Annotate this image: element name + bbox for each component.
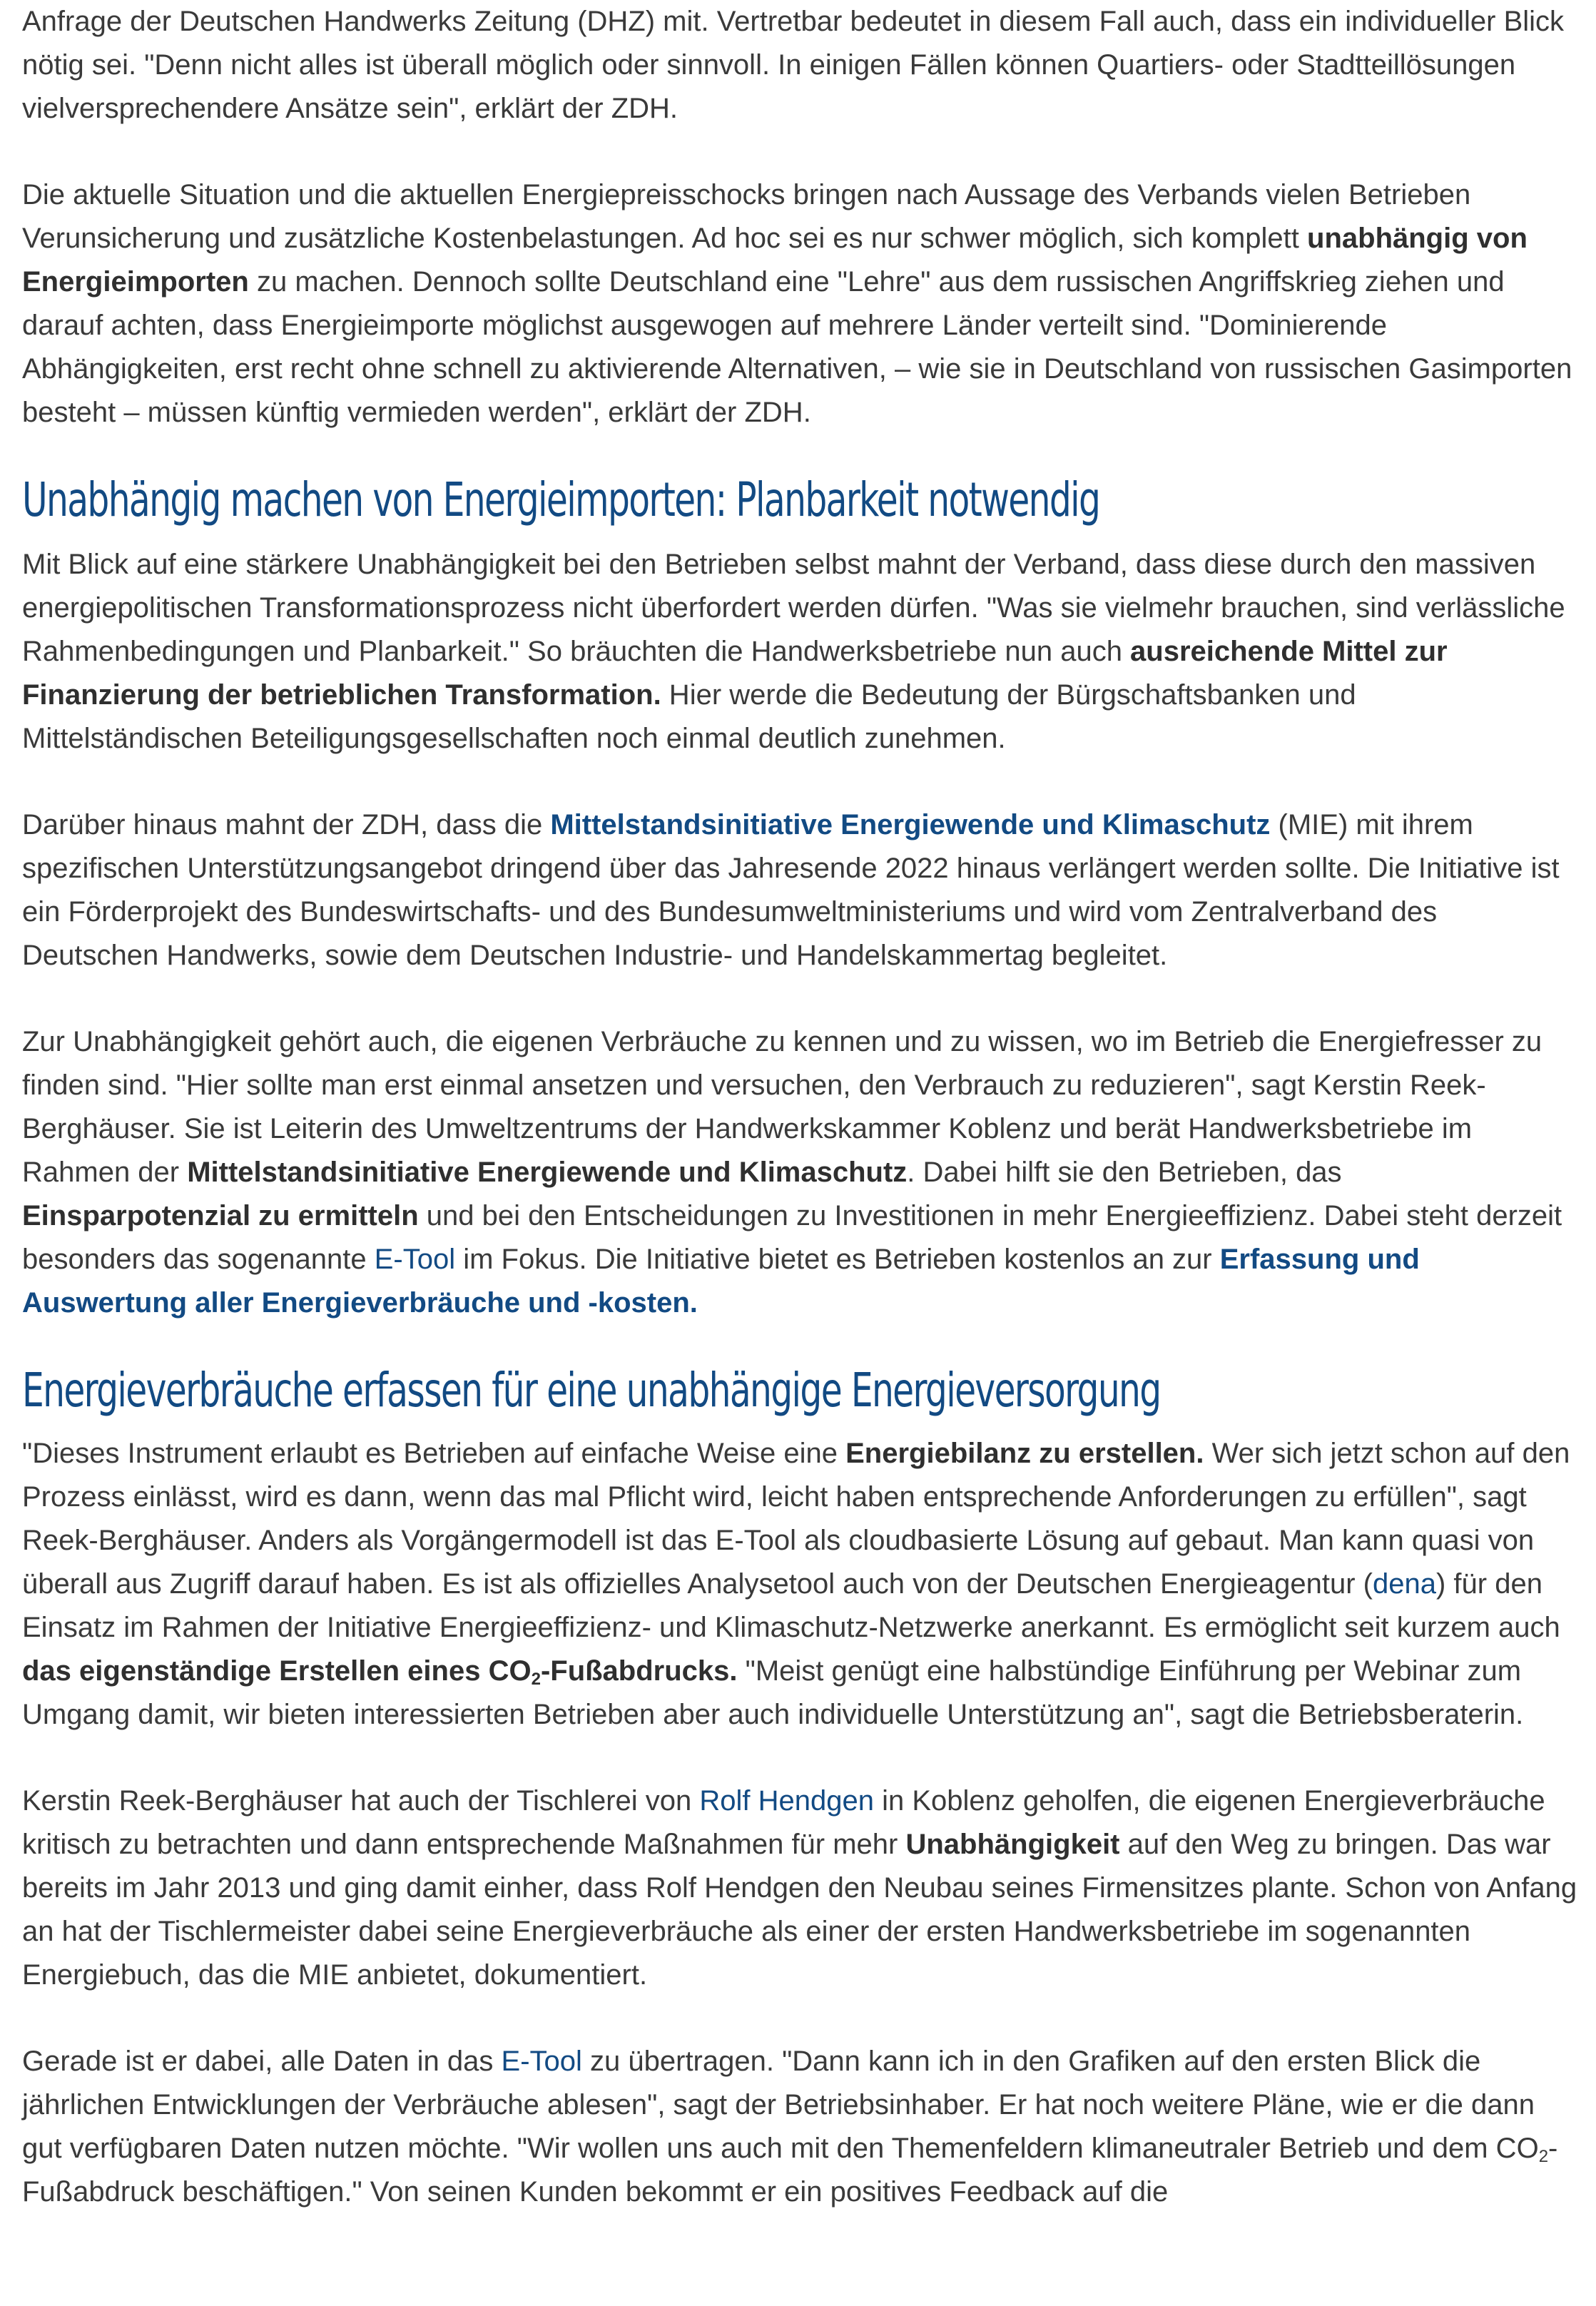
section-heading: Unabhängig machen von Energieimporten: Planbarkeit notwendig	[22, 472, 1100, 527]
paragraph-text: Wer sich jetzt schon auf den Prozess einlässt, wird es dann, wenn das mal Pflicht wird, leicht haben entsprechende Anforderungen zu erfüllen", sagt Reek-Berghäuser. Anders als Vorgängermodell ist das E-Tool als cloudbasierte Lösung auf gebaut. Man kann quasi von überall aus Zugriff darauf haben. Es ist als offizielles Analysetool auch von der Deutschen Energieagentur (	[22, 1438, 1570, 1600]
paragraph-text: Die aktuelle Situation und die aktuellen Energiepreisschocks bringen nach Aussage des Verbands vielen Betrieben Verunsicherung und zusätzliche Kostenbelastungen. Ad hoc sei es nur schwer möglich, sich komplett	[22, 179, 1471, 254]
co2-label: das eigenständige Erstellen eines CO	[22, 1655, 532, 1687]
paragraph-text: "Dieses Instrument erlaubt es Betrieben auf einfache Weise eine	[22, 1438, 846, 1469]
mie-link[interactable]	[550, 809, 1270, 840]
paragraph-text: "Meist genügt eine halbstündige Einführung per Webinar zum Umgang damit, wir bieten interessierten Betrieben aber auch individuelle Unterstützung an", sagt die Betriebsberaterin.	[22, 1655, 1524, 1730]
paragraph-text: im Fokus. Die Initiative bietet es Betrieben kostenlos an zur	[455, 1244, 1220, 1275]
paragraph	[22, 173, 1577, 435]
paragraph	[22, 543, 1577, 761]
e-tool-link[interactable]: E-Tool	[374, 1244, 456, 1275]
paragraph-text: (MIE) mit ihrem spezifischen Unterstützungsangebot dringend über das Jahresende 2022 hinaus verlängert werden sollte. Die Initiative ist ein Förderprojekt des Bundeswirtschafts- und des Bundesumweltministeriums und wird vom Zentralverband des Deutschen Handwerks, sowie dem Deutschen Industrie- und Handelskammertag begleitet.	[22, 809, 1560, 971]
paragraph-text: Zur Unabhängigkeit gehört auch, die eigenen Verbräuche zu kennen und zu wissen, wo im Betrieb die Energiefresser zu finden sind. "Hier sollte man erst einmal ansetzen und versuchen, den Verbrauch zu reduzieren", sagt Kerstin Reek-Berghäuser. Sie ist Leiterin des Umweltzentrums der Handwerkskammer Koblenz und berät Handwerksbetriebe im Rahmen der	[22, 1026, 1542, 1188]
paragraph	[22, 803, 1577, 977]
bold-text: Mittelstandsinitiative Energiewende und Klimaschutz	[187, 1157, 908, 1188]
paragraph-text: und bei den Entscheidungen zu Investitionen in mehr Energieeffizienz. Dabei steht derzeit besonders das sogenannte	[22, 1200, 1562, 1275]
paragraph-text: . Dabei hilft sie den Betrieben, das	[907, 1157, 1342, 1188]
paragraph-text: auf den Weg zu bringen. Das war bereits im Jahr 2013 und ging damit einher, dass Rolf Hendgen den Neubau seines Firmensitzes plante. Schon von Anfang an hat der Tischlermeister dabei seine Energieverbräuche als einer der ersten Handwerksbetriebe im sogenannten Energiebuch, das die MIE anbietet, dokumentiert.	[22, 1829, 1577, 1991]
subscript: 2	[531, 1670, 541, 1689]
paragraph-text: Anfrage der Deutschen Handwerks Zeitung (DHZ) mit. Vertretbar bedeutet in diesem Fall auch, dass ein individueller Blick nötig sei. "Denn nicht alles ist überall möglich oder sinnvoll. In einigen Fällen können Quartiers- oder Stadtteillösungen vielversprechendere Ansätze sein", erklärt der ZDH.	[22, 6, 1565, 124]
dena-link[interactable]: dena	[1373, 1568, 1436, 1600]
paragraph-text: Darüber hinaus mahnt der ZDH, dass die	[22, 809, 551, 840]
paragraph-text: Mit Blick auf eine stärkere Unabhängigkeit bei den Betrieben selbst mahnt der Verband, dass diese durch den massiven energiepolitischen Transformationsprozess nicht überfordert werden dürfen. "Was sie vielmehr brauchen, sind verlässliche Rahmenbedingungen und Planbarkeit." So bräuchten die Handwerksbetriebe nun auch	[22, 549, 1565, 667]
bold-text: Einsparpotenzial zu ermitteln	[22, 1200, 419, 1231]
e-tool-link[interactable]: E-Tool	[501, 2046, 582, 2077]
paragraph-text: zu übertragen. "Dann kann ich in den Grafiken auf den ersten Blick die jährlichen Entwicklungen der Verbräuche ablesen", sagt der Betriebsinhaber. Er hat noch weitere Pläne, wie er die dann gut verfügbaren Daten nutzen möchte. "Wir wollen uns auch mit den Themenfeldern klimaneutraler Betrieb und dem CO	[22, 2046, 1539, 2164]
paragraph-text: ) für den Einsatz im Rahmen der Initiative Energieeffizienz- und Klimaschutz-Netzwerke anerkannt. Es ermöglicht seit kurzem auch	[22, 1568, 1560, 1643]
link-label: Mittelstandsinitiative Energiewende und Klimaschutz	[550, 809, 1271, 840]
paragraph	[22, 1432, 1577, 1737]
paragraph	[22, 2040, 1577, 2214]
footprint-label: -Fußabdrucks.	[540, 1655, 738, 1687]
link-label: Erfassung und Auswertung aller Energieverbräuche und -kosten.	[22, 1244, 1420, 1319]
article-body	[22, 0, 1577, 2214]
paragraph-text: zu machen. Dennoch sollte Deutschland eine "Lehre" aus dem russischen Angriffskrieg ziehen und darauf achten, dass Energieimporte möglichst ausgewogen auf mehrere Länder verteilt sind. "Dominierende Abhängigkeiten, erst recht ohne schnell zu aktivierende Alternativen, – wie sie in Deutschland von russischen Gasimporten besteht – müssen künftig vermieden werden", erklärt der ZDH.	[22, 266, 1572, 428]
section-heading: Energieverbräuche erfassen für eine unabhängige Energieversorgung	[22, 1363, 1161, 1418]
subscript: 2	[1538, 2147, 1549, 2166]
rolf-hendgen-link[interactable]: Rolf Hendgen	[699, 1785, 874, 1817]
bold-text: Energiebilanz zu erstellen.	[845, 1438, 1204, 1469]
paragraph-text: in Koblenz geholfen, die eigenen Energieverbräuche kritisch zu betrachten und dann entsprechende Maßnahmen für mehr	[22, 1785, 1545, 1860]
bold-text	[22, 1655, 738, 1687]
paragraph-text: -Fußabdruck beschäftigen." Von seinen Kunden bekommt er ein positives Feedback auf die	[22, 2133, 1558, 2208]
paragraph	[22, 1779, 1577, 1997]
bold-text: Unabhängigkeit	[905, 1829, 1120, 1860]
paragraph	[22, 1020, 1577, 1325]
paragraph	[22, 0, 1577, 131]
paragraph-text: Gerade ist er dabei, alle Daten in das	[22, 2046, 502, 2077]
bold-text: ausreichende Mittel zur Finanzierung der betrieblichen Transformation.	[22, 636, 1448, 711]
paragraph-text: Hier werde die Bedeutung der Bürgschaftsbanken und Mittelständischen Beteiligungsgesellschaften noch einmal deutlich zunehmen.	[22, 679, 1356, 754]
bold-text: unabhängig von Energieimporten	[22, 223, 1528, 298]
paragraph-text: Kerstin Reek-Berghäuser hat auch der Tischlerei von	[22, 1785, 700, 1817]
